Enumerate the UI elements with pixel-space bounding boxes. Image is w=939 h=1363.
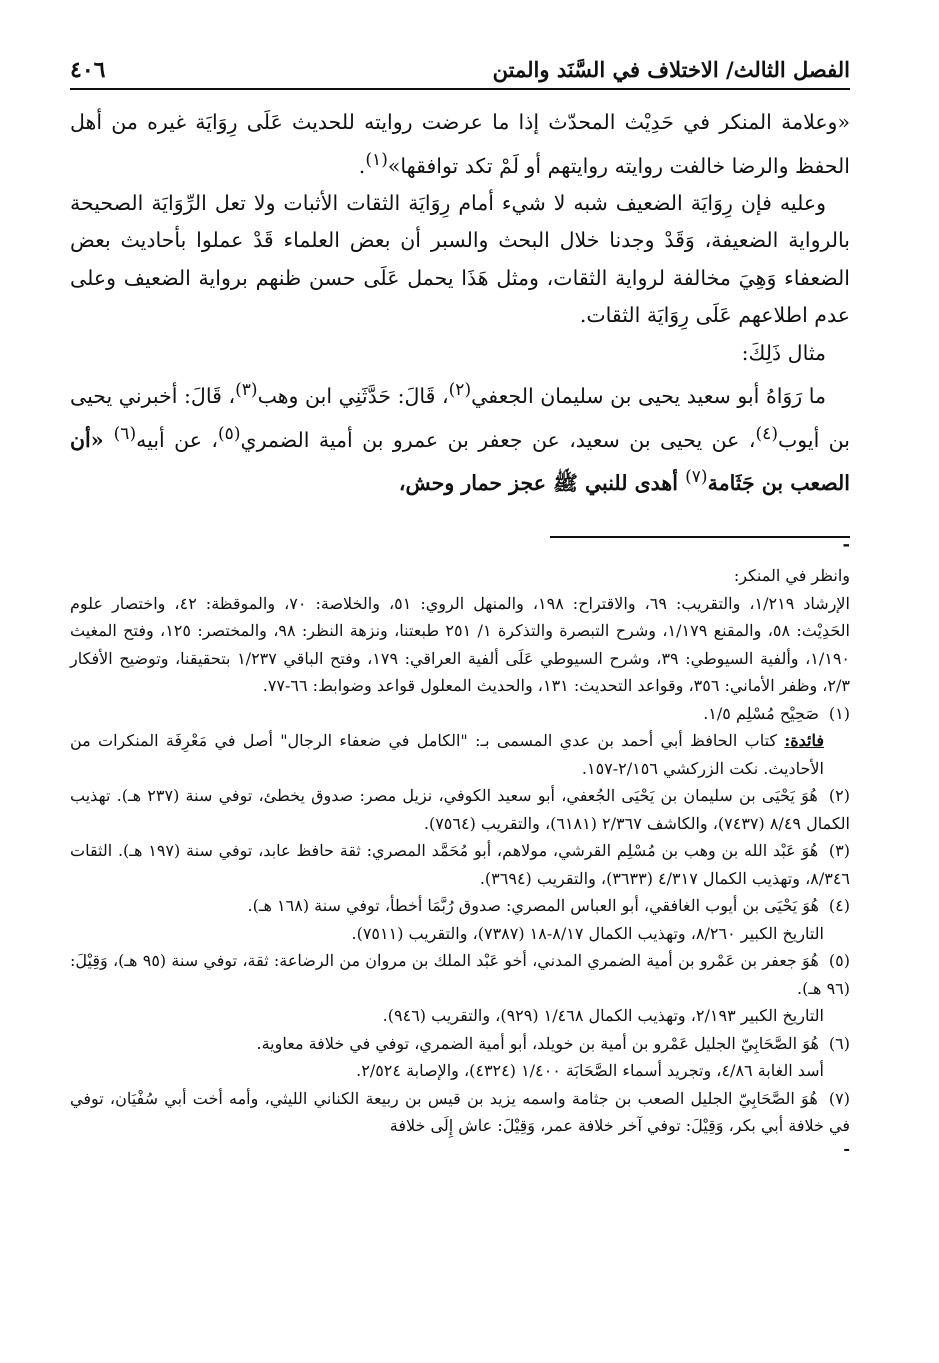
benefit-text: كتاب الحافظ أبي أحمد بن عدي المسمى بـ: "الكامل في ضعفاء الرجال" أصل في مَعْرِفَة المنكرات من الأحاديث. نكت الزركشي ٢/١٥٦-١٥٧. xyxy=(70,731,824,778)
isnad-text: ما رَوَاهُ أبو سعيد يحيى بن سليمان الجعفي xyxy=(471,384,826,409)
footnote-text: هُوَ جعفر بن عَمْرو بن أمية الضمري المدني، أخو عَبْد الملك بن مروان من الرضاعة: ثقة، توفي سنة (٩٥ هـ)، وَقِيْلَ: (٩٦ هـ). xyxy=(70,951,850,998)
paragraph-isnad xyxy=(70,372,850,502)
continuation-mark: - xyxy=(842,534,850,556)
hadith-text: «أن الصعب بن جَثَامة xyxy=(70,427,850,495)
footnote-number: (٤) xyxy=(828,896,850,916)
isnad-text: ، عن يحيى بن سعيد، عن جعفر بن عمرو بن أمية الضمري xyxy=(240,427,756,452)
footnote-3 xyxy=(70,837,850,892)
footnote-number: (٣) xyxy=(828,841,850,861)
paragraph-text: «وعلامة المنكر في حَدِيْث المحدّث إذا ما عرضت روايته للحديث عَلَى رِوَايَة غيره من أهل الحفظ والرضا خالفت روايته روايتهم أو لَمْ تكد توافقها» xyxy=(70,110,850,178)
footnote-intro: وانظر في المنكر: xyxy=(733,566,850,586)
footnote-number: (٦) xyxy=(828,1033,850,1053)
footnote-text: هُوَ يَحْيَى بن سليمان بن يَحْيَى الجُعفي، أبو سعيد الكوفي، نزيل مصر: صدوق يخطئ، توفي سنة (٢٣٧ هـ). تهذيب الكمال ٨/٤٩ (٧٤٣٧)، والكاشف ٢/٣٦٧ (٦١٨١)، والتقريب (٧٥٦٤). xyxy=(70,786,850,833)
footnote-4 xyxy=(70,892,850,920)
footnote-text: هُوَ الصَّحَابِيّ الجليل عَمْرو بن أمية بن خويلد، أبو أمية الضمري، توفي في خلافة معاوية. xyxy=(256,1033,819,1053)
footnote-6 xyxy=(70,1030,850,1058)
main-text xyxy=(70,104,850,502)
footnote-6-sources: أسد الغابة ٤/٨٦، وتجريد أسماء الصَّحَابَة ١/٤٠٠ (٤٣٢٤)، والإصابة ٢/٥٢٤. xyxy=(356,1061,824,1081)
footnote-ref: (٥) xyxy=(218,423,241,444)
footnote-text: هُوَ عَبْد الله بن وهب بن مُسْلِم القرشي، مولاهم، أبو مُحَمَّد المصري: ثقة حافظ عابد، توفي سنة (١٩٧ هـ). الثقات ٨/٣٤٦، وتهذيب الكمال ٤/٣١٧ (٣٦٣٣)، والتقريب (٣٦٩٤). xyxy=(70,841,850,888)
footnote-5-sources: التاريخ الكبير ٢/١٩٣، وتهذيب الكمال ١/٤٦٨ (٩٢٩)، والتقريب (٩٤٦). xyxy=(382,1006,824,1026)
footnote-ref: (٣) xyxy=(235,380,258,401)
footnote-number: (٥) xyxy=(828,951,851,971)
chapter-title: الفصل الثالث/ الاختلاف في السَّنَد والمتن xyxy=(492,57,850,82)
footnote-number: (٢) xyxy=(828,786,851,806)
paragraph-munkar-definition xyxy=(70,104,850,185)
footnote-2 xyxy=(70,782,850,837)
isnad-text: ، قَالَ: أخبرني يحيى بن أيوب xyxy=(70,384,850,452)
isnad-text: ، عن أبيه xyxy=(136,427,218,452)
footnote-number: (٧) xyxy=(828,1088,850,1108)
footnote-7 xyxy=(70,1085,850,1140)
book-page xyxy=(70,56,850,1158)
footnote-references: الإرشاد ١/٢١٩، والتقريب: ٦٩، والاقتراح: ١٩٨، والمنهل الروي: ٥١، والخلاصة: ٧٠، والموقظة: ٤٢، واختصار علوم الحَدِيْث: ٥٨، والمقنع ١/١٧٩، وشرح التبصرة والتذكرة ١/ ٢٥١ طبعتنا، ونزهة النظر: ٩٨، والمختصر: ١٢٥، وفتح المغيث ١/١٩٠، وألفية السيوطي: ٣٩، وشرح السيوطي عَلَى ألفية العراقي: ١٧٩، وفتح الباقي ١/٢٣٧ بتحقيقنا، وتوضيح الأفكار ٢/٣، وظفر الأماني: ٣٥٦، وقواعد التحديث: ١٣١، والحديث المعلول قواعد وضوابط: ٦٦-٧٧. xyxy=(70,593,851,696)
hadith-text: أهدى للنبي ﷺ عجز حمار وحش، xyxy=(398,470,686,495)
footnote-text: صَحِيْح مُسْلِم ١/٥. xyxy=(703,703,819,723)
benefit-label: فائدة: xyxy=(784,731,824,751)
footnotes xyxy=(70,562,850,1140)
paragraph-weak-narration: وعليه فإن رِوَايَة الضعيف شبه لا شيء أمام رِوَايَة الثقات الأثبات ولا تعل الرِّوَايَة الصحيحة بالرواية الضعيفة، وَقَدْ وجدنا خلال البحث والسبر أن بعض العلماء قَدْ عملوا بأحاديث بعض الضعفاء وَهِيَ مخالفة لرواية الثقات، ومثل هَذَا يحمل عَلَى حسن ظنهم برواية الضعيف وعلى عدم اطلاعهم عَلَى رِوَايَة الثقات. xyxy=(70,190,850,328)
page-header xyxy=(70,56,850,90)
paragraph-example-heading: مثال ذَلِكَ: xyxy=(741,340,826,365)
benefit-note xyxy=(70,727,850,782)
page-number: ٤٠٦ xyxy=(70,57,106,83)
paragraph-end: . xyxy=(358,153,366,178)
footnote-4-sources: التاريخ الكبير ٨/٢٦٠، وتهذيب الكمال ٨/١٧-١٨ (٧٣٨٧)، والتقريب (٧٥١١). xyxy=(351,923,824,943)
footnote-ref: (١) xyxy=(365,149,388,170)
continuation-mark: - xyxy=(843,1138,850,1158)
footnote-text: هُوَ الصَّحَابِيّ الجليل الصعب بن جثامة واسمه يزيد بن قيس بن ربيعة الكناني الليثي، وأمه أخت أبي سُفْيَان، توفي في خلافة أبي بكر، وَقِيْلَ: توفي آخر خلافة عمر، وَقِيْلَ: عاش إِلَى خلافة xyxy=(70,1088,850,1136)
footnote-number: (١) xyxy=(828,703,850,723)
footnote-5 xyxy=(70,947,850,1002)
footnote-1 xyxy=(70,700,850,728)
footnote-text: هُوَ يَحْيَى بن أيوب الغافقي، أبو العباس المصري: صدوق رُبَّمَا أخطأ، توفي سنة (١٦٨ هـ). xyxy=(247,896,819,916)
footnote-ref: (٤) xyxy=(755,423,778,444)
footnote-ref: (٢) xyxy=(448,380,472,401)
footnote-ref: (٦) xyxy=(113,423,137,444)
footnote-ref: (٧) xyxy=(685,466,708,487)
isnad-text: ، قَالَ: حَدَّثَنِي ابن وهب xyxy=(257,384,449,409)
